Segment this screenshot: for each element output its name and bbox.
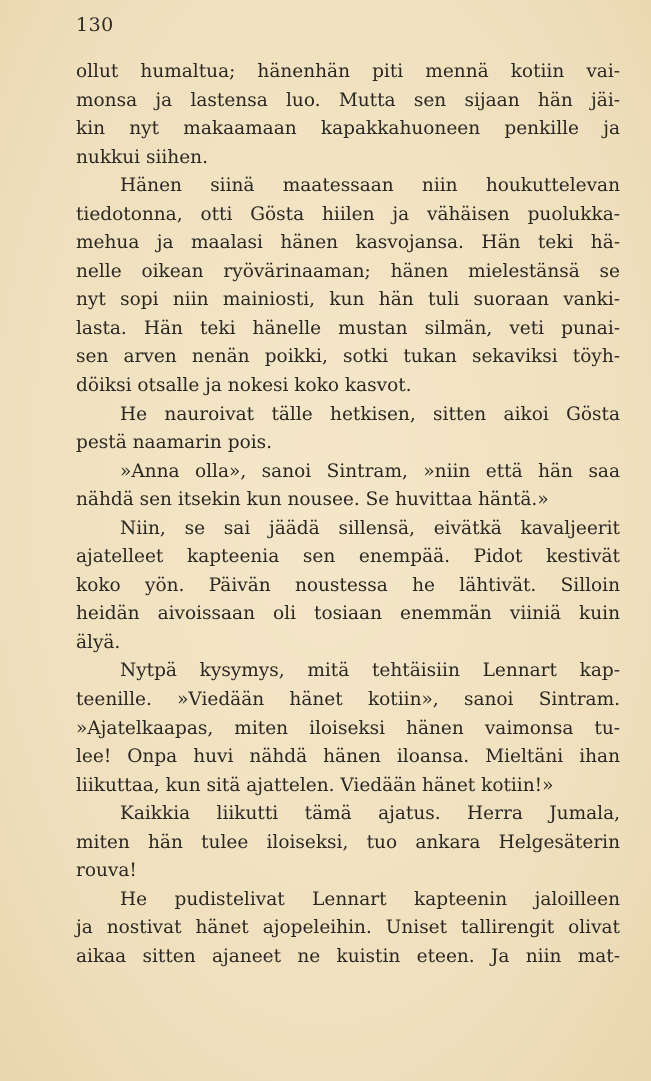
text-line: He pudistelivat Lennart kapteenin jaloilleen [120, 888, 620, 910]
text-line: aikaa sitten ajaneet ne kuistin eteen. Ja niin mat- [76, 945, 620, 967]
text-line: sen arven nenän poikki, sotki tukan sekaviksi töyh- [76, 346, 620, 368]
text-line: lasta. Hän teki hänelle mustan silmän, veti punai- [76, 317, 620, 339]
text-line: »Anna olla», sanoi Sintram, »niin että hän saa [120, 460, 620, 482]
text-line: lee! Onpa huvi nähdä hänen iloansa. Mieltäni ihan [76, 746, 620, 768]
text-line: pestä naamarin pois. [76, 432, 273, 454]
text-line: nyt sopi niin mainiosti, kun hän tuli suoraan vanki- [76, 289, 620, 311]
text-line: ollut humaltua; hänenhän piti mennä kotiin vai- [76, 61, 620, 82]
text-line: nelle oikean ryövärinaaman; hänen mielestänsä se [76, 260, 620, 282]
text-line: Kaikkia liikutti tämä ajatus. Herra Jumala, [120, 803, 620, 825]
text-line: rouva! [76, 860, 137, 882]
text-line: Nytpä kysymys, mitä tehtäisiin Lennart kap- [120, 660, 620, 682]
text-line: teenille. »Viedään hänet kotiin», sanoi Sintram. [76, 689, 620, 711]
text-line: »Ajatelkaapas, miten iloiseksi hänen vaimonsa tu- [76, 717, 620, 739]
text-line: miten hän tulee iloiseksi, tuo ankara Helgesäterin [76, 831, 620, 853]
text-line: koko yön. Päivän noustessa he lähtivät. Silloin [76, 574, 620, 596]
text-line: nähdä sen itsekin kun nousee. Se huvittaa häntä.» [76, 489, 549, 511]
text-line: kin nyt makaamaan kapakkahuoneen penkille ja [76, 118, 620, 140]
text-line: ajatelleet kapteenia sen enempää. Pidot kestivät [76, 546, 620, 568]
page-number: 130 [76, 14, 114, 36]
text-line: ja nostivat hänet ajopeleihin. Uniset tallirengit olivat [76, 917, 620, 939]
text-line: Niin, se sai jäädä sillensä, eivätkä kavaljeerit [120, 517, 620, 539]
text-line: döiksi otsalle ja nokesi koko kasvot. [76, 375, 412, 397]
text-line: monsa ja lastensa luo. Mutta sen sijaan hän jäi- [76, 89, 620, 111]
text-line: Hänen siinä maatessaan niin houkuttelevan [120, 175, 620, 197]
text-line: He nauroivat tälle hetkisen, sitten aikoi Gösta [120, 403, 620, 425]
text-line: tiedotonna, otti Gösta hiilen ja vähäisen puolukka- [76, 203, 620, 225]
text-line: nukkui siihen. [76, 146, 208, 168]
body-text [76, 58, 620, 972]
text-line: heidän aivoissaan oli tosiaan enemmän viiniä kuin [76, 603, 620, 625]
text-line: mehua ja maalasi hänen kasvojansa. Hän teki hä- [76, 232, 620, 254]
text-line: älyä. [76, 631, 121, 653]
text-line: liikuttaa, kun sitä ajattelen. Viedään hänet kotiin!» [76, 774, 554, 796]
